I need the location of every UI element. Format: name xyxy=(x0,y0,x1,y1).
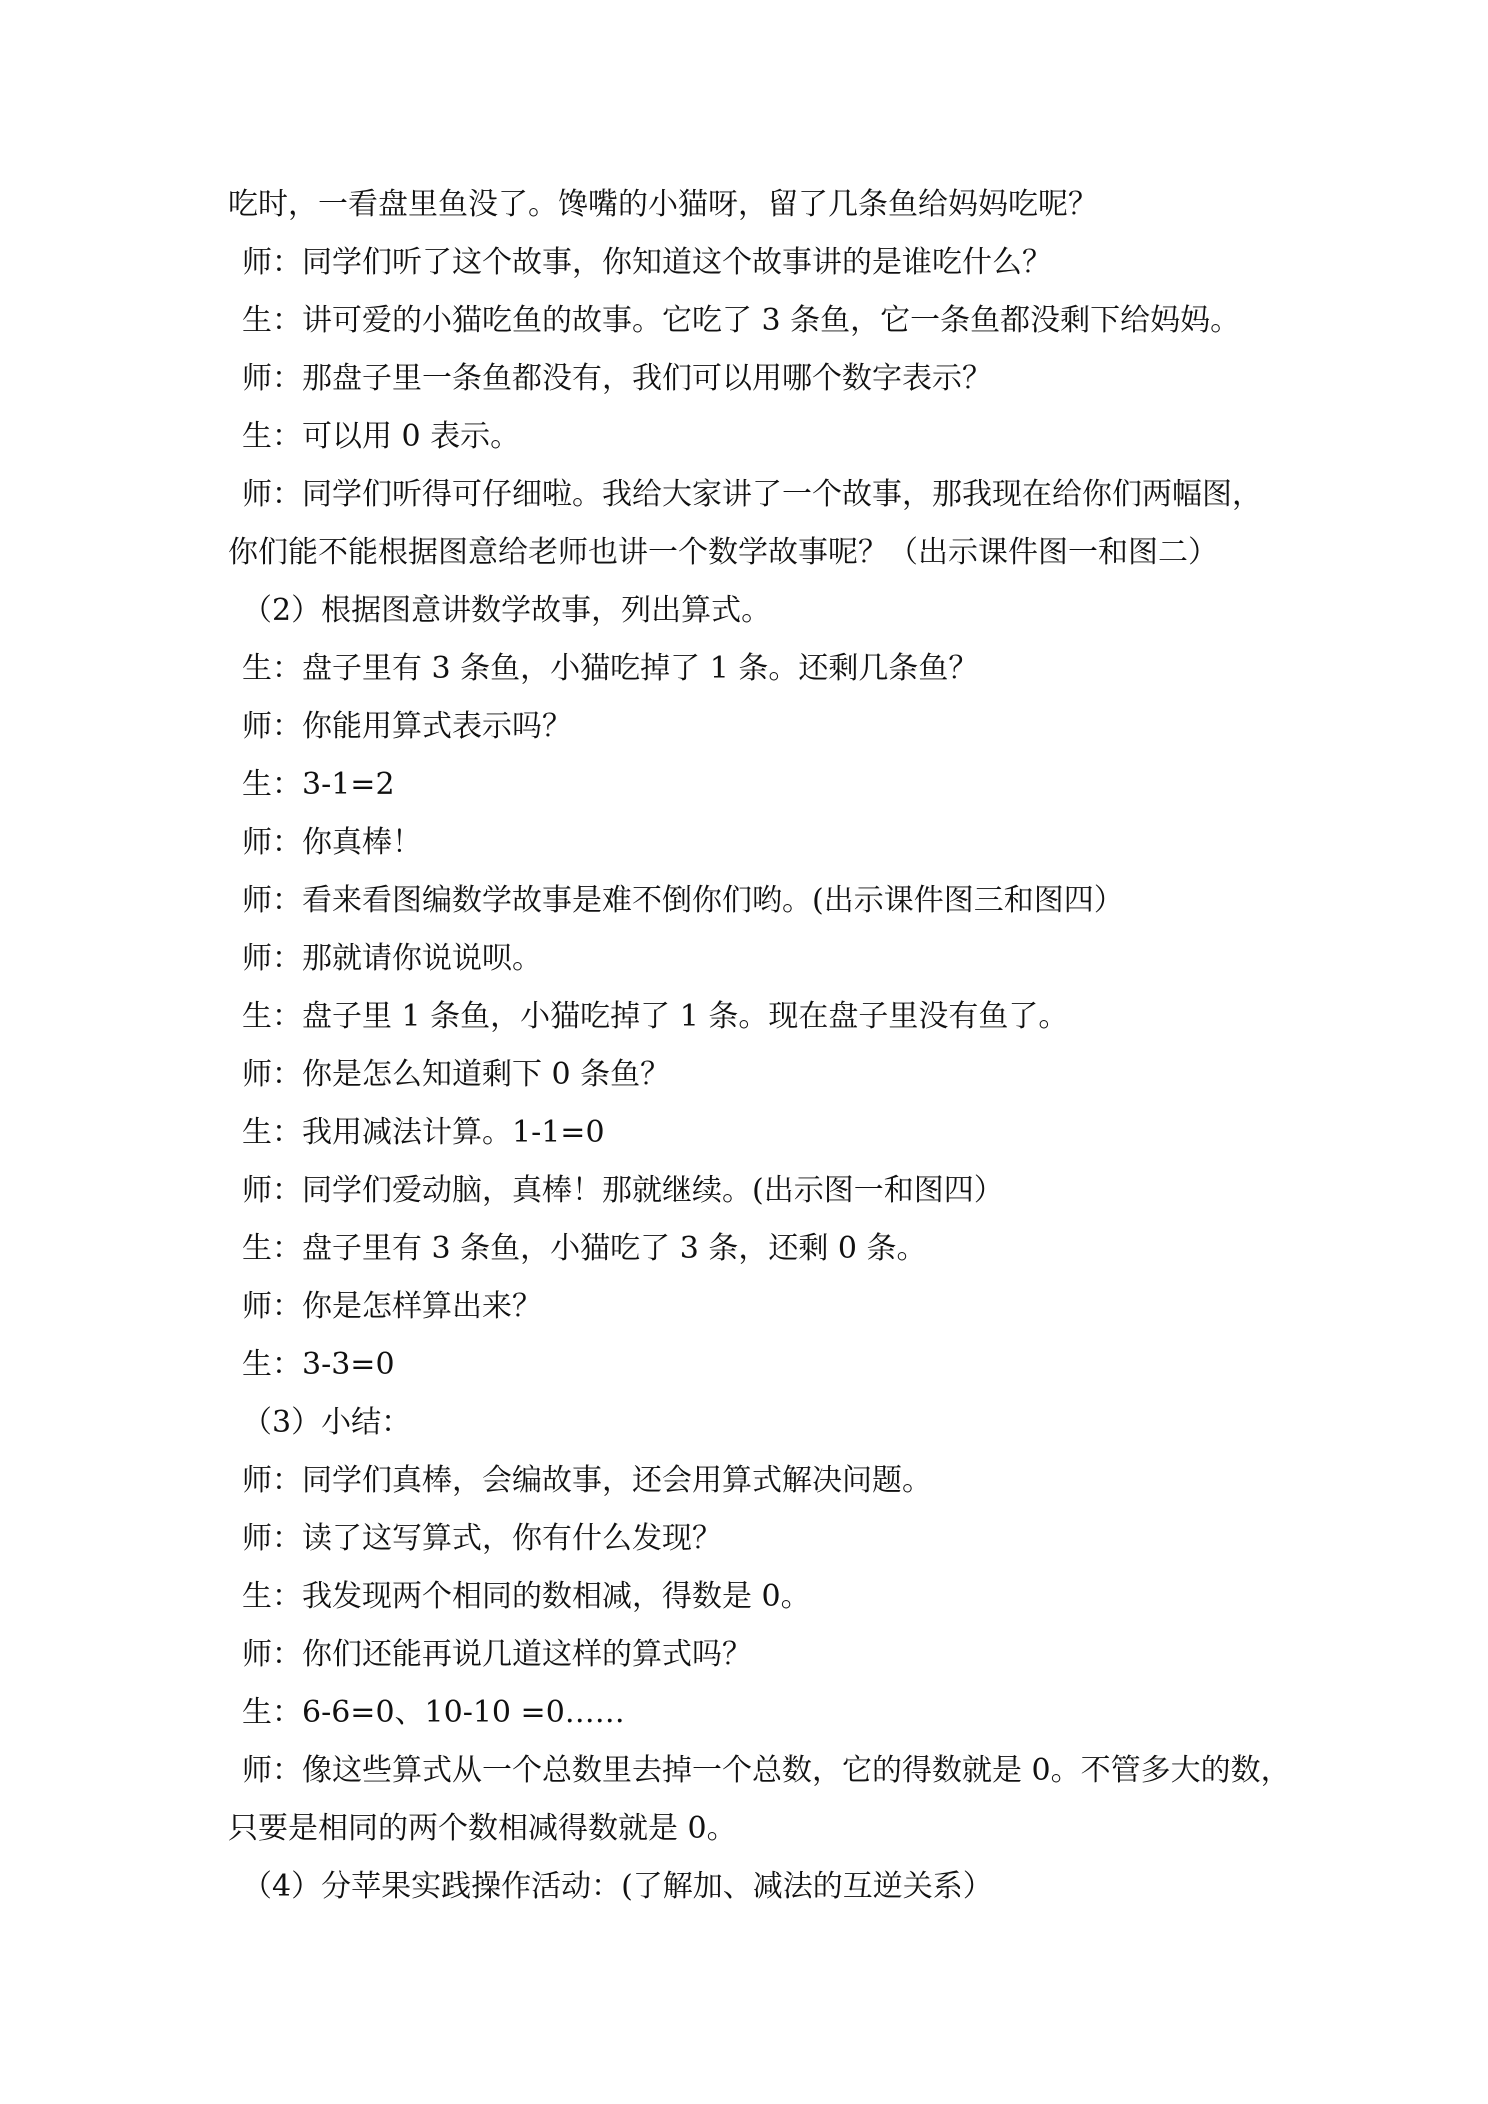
text-line-16: 师：你是怎么知道剩下 0 条鱼？ xyxy=(242,1057,671,1092)
text-line-25: 生：我发现两个相同的数相减，得数是 0。 xyxy=(242,1579,811,1614)
text-line-1: 吃时，一看盘里鱼没了。馋嘴的小猫呀，留了几条鱼给妈妈吃呢？ xyxy=(228,187,1098,222)
section-heading-3: （3）小结： xyxy=(242,1405,412,1440)
text-line-20: 师：你是怎样算出来？ xyxy=(242,1289,542,1324)
text-line-7: 你们能不能根据图意给老师也讲一个数学故事呢？（出示课件图一和图二） xyxy=(228,535,1218,570)
text-line-18: 师：同学们爱动脑，真棒！那就继续。(出示图一和图四） xyxy=(242,1173,1004,1208)
text-line-9: 生：盘子里有 3 条鱼，小猫吃掉了 1 条。还剩几条鱼？ xyxy=(242,651,979,686)
text-line-17: 生：我用减法计算。1-1=0 xyxy=(242,1115,605,1150)
text-line-19: 生：盘子里有 3 条鱼，小猫吃了 3 条，还剩 0 条。 xyxy=(242,1231,927,1266)
text-line-27: 生：6-6=0、10-10 =0…… xyxy=(242,1695,625,1730)
text-line-29: 只要是相同的两个数相减得数就是 0。 xyxy=(228,1811,737,1846)
document-page xyxy=(228,176,1291,1916)
text-line-15: 生：盘子里 1 条鱼，小猫吃掉了 1 条。现在盘子里没有鱼了。 xyxy=(242,999,1069,1034)
text-line-12: 师：你真棒！ xyxy=(242,825,422,860)
text-line-14: 师：那就请你说说呗。 xyxy=(242,941,542,976)
text-line-6: 师：同学们听得可仔细啦。我给大家讲了一个故事，那我现在给你们两幅图， xyxy=(242,477,1262,512)
text-line-3: 生：讲可爱的小猫吃鱼的故事。它吃了 3 条鱼，它一条鱼都没剩下给妈妈。 xyxy=(242,303,1241,338)
text-line-24: 师：读了这写算式，你有什么发现？ xyxy=(242,1521,722,1556)
text-line-10: 师：你能用算式表示吗？ xyxy=(242,709,572,744)
text-line-5: 生：可以用 0 表示。 xyxy=(242,419,521,454)
text-line-23: 师：同学们真棒，会编故事，还会用算式解决问题。 xyxy=(242,1463,932,1498)
text-line-28: 师：像这些算式从一个总数里去掉一个总数，它的得数就是 0。不管多大的数， xyxy=(242,1753,1291,1788)
text-line-26: 师：你们还能再说几道这样的算式吗？ xyxy=(242,1637,752,1672)
text-line-2: 师：同学们听了这个故事，你知道这个故事讲的是谁吃什么？ xyxy=(242,245,1052,280)
section-heading-2: （2）根据图意讲数学故事，列出算式。 xyxy=(242,593,772,628)
section-heading-4: （4）分苹果实践操作活动：(了解加、减法的互逆关系） xyxy=(242,1869,993,1904)
text-line-4: 师：那盘子里一条鱼都没有，我们可以用哪个数字表示？ xyxy=(242,361,992,396)
text-line-11: 生：3-1=2 xyxy=(242,767,395,802)
text-line-21: 生：3-3=0 xyxy=(242,1347,395,1382)
text-line-13: 师：看来看图编数学故事是难不倒你们哟。(出示课件图三和图四） xyxy=(242,883,1124,918)
